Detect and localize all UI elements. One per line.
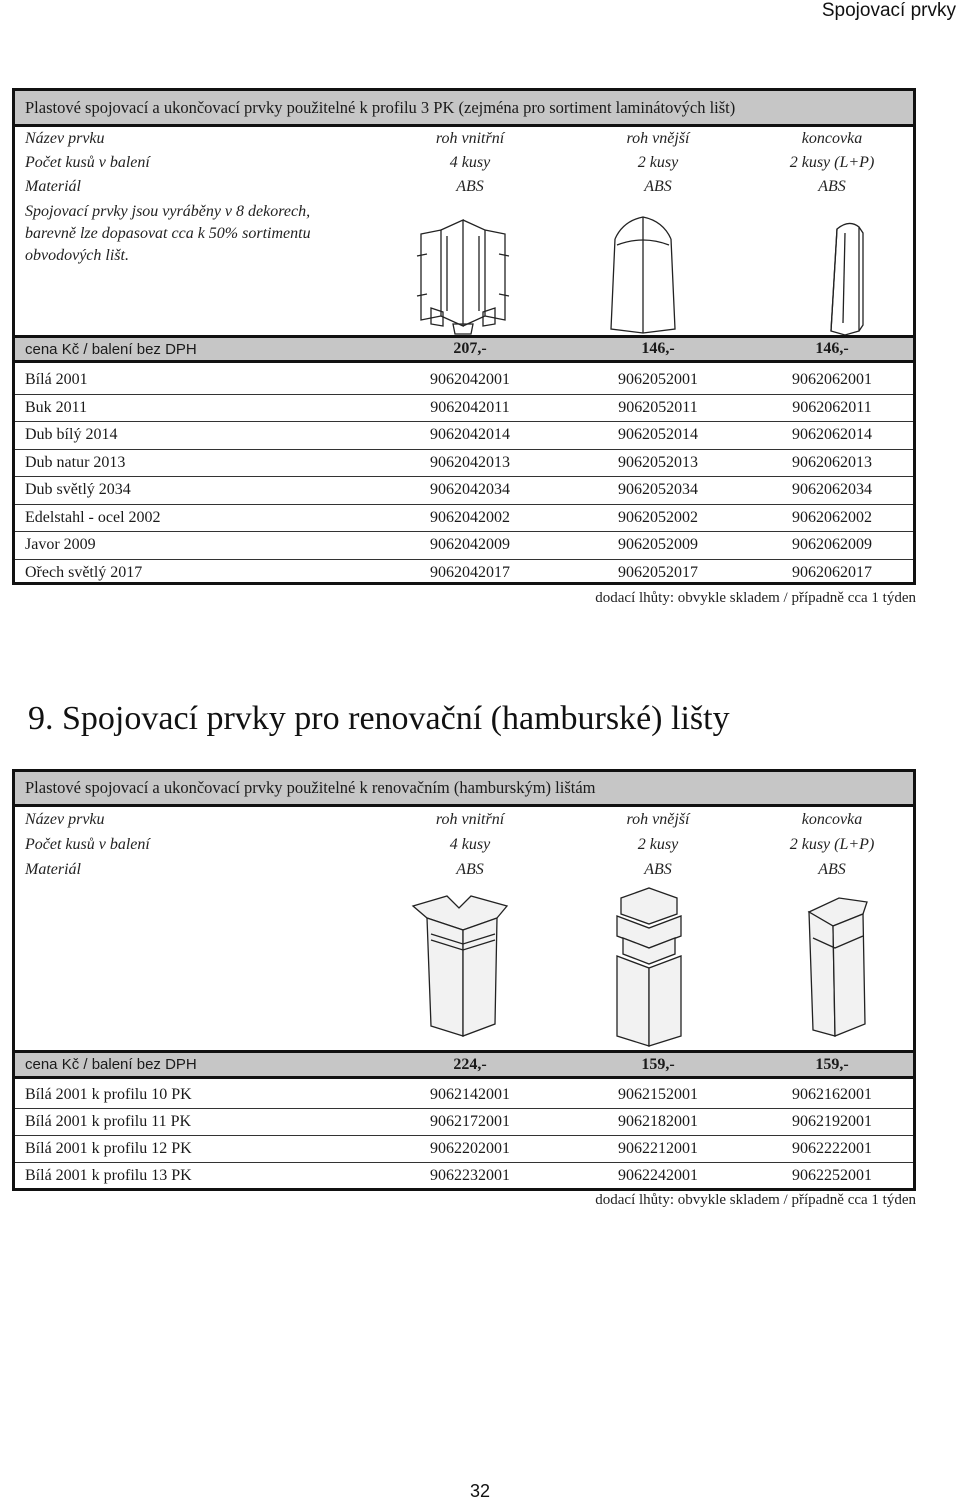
row-label: Bílá 2001 k profilu 10 PK — [25, 1085, 192, 1103]
table-row — [15, 1108, 913, 1135]
spec-value: ABS — [456, 178, 484, 195]
code-cell: 9062142001 — [430, 1085, 510, 1103]
code-cell: 9062052034 — [618, 481, 698, 499]
code-cell: 9062232001 — [430, 1167, 510, 1184]
price-value: 146,- — [815, 340, 849, 357]
spec-value: 2 kusy (L+P) — [789, 154, 875, 171]
spec-value: 4 kusy — [449, 154, 491, 171]
code-cell: 9062202001 — [430, 1140, 510, 1157]
table-row — [15, 1162, 913, 1189]
table-row — [15, 531, 913, 559]
description-line: barevně lze dopasovat cca k 50% sortimentu — [25, 225, 311, 242]
price-value: 224,- — [453, 1055, 487, 1073]
code-cell: 9062172001 — [430, 1113, 510, 1130]
code-cell: 9062042002 — [430, 508, 510, 526]
code-cell: 9062062013 — [792, 453, 872, 471]
spec-value: 2 kusy (L+P) — [789, 835, 875, 853]
price-row — [15, 335, 913, 363]
inner-corner-illustration — [413, 216, 513, 336]
spec-value: 2 kusy — [637, 154, 679, 171]
table-row — [15, 394, 913, 422]
table-row — [15, 504, 913, 532]
spec-value: roh vnitřní — [435, 810, 505, 828]
code-cell: 9062042011 — [430, 398, 510, 416]
spec-value: ABS — [644, 860, 672, 878]
spec-label: Počet kusů v balení — [25, 835, 150, 853]
spec-value: koncovka — [801, 130, 863, 147]
price-value: 159,- — [641, 1055, 675, 1073]
section1-table — [12, 88, 916, 585]
code-cell: 9062042014 — [430, 426, 510, 444]
row-label: Dub světlý 2034 — [25, 481, 131, 499]
price-value: 146,- — [641, 340, 675, 357]
spec-value: roh vnější — [626, 810, 690, 828]
inner-corner-illustration — [407, 890, 517, 1040]
code-cell: 9062042001 — [430, 370, 510, 388]
outer-corner-illustration — [603, 211, 683, 336]
spec-row-name — [15, 127, 913, 151]
code-cell: 9062052017 — [618, 563, 698, 581]
row-label: Ořech světlý 2017 — [25, 563, 143, 581]
delivery-note: dodací lhůty: obvykle skladem / případně cca 1 týden — [595, 1192, 916, 1208]
row-label: Edelstahl - ocel 2002 — [25, 508, 161, 526]
price-label: cena Kč / balení bez DPH — [25, 1056, 197, 1073]
code-cell: 9062182001 — [618, 1113, 698, 1130]
product-rows — [15, 1081, 913, 1189]
code-cell: 9062042017 — [430, 563, 510, 581]
end-cap-illustration — [815, 213, 875, 338]
spec-value: 4 kusy — [449, 835, 491, 853]
price-label: cena Kč / balení bez DPH — [25, 340, 197, 358]
table-row — [15, 1081, 913, 1108]
code-cell: 9062192001 — [792, 1113, 872, 1130]
price-row — [15, 1050, 913, 1079]
code-cell: 9062042013 — [430, 453, 510, 471]
row-label: Bílá 2001 k profilu 11 PK — [25, 1113, 192, 1130]
outer-corner-illustration — [599, 884, 699, 1049]
code-cell: 9062062017 — [792, 563, 872, 581]
table-row — [15, 421, 913, 449]
code-cell: 9062062034 — [792, 481, 872, 499]
spec-value: roh vnitřní — [435, 130, 505, 147]
section2-title: Plastové spojovací a ukončovací prvky použitelné k renovačním (hamburským) lištám — [15, 772, 913, 807]
code-cell: 9062062011 — [792, 398, 872, 416]
row-label: Dub natur 2013 — [25, 453, 126, 471]
table-row — [15, 476, 913, 504]
row-label: Javor 2009 — [25, 536, 96, 554]
delivery-note: dodací lhůty: obvykle skladem / případně cca 1 týden — [595, 590, 916, 606]
code-cell: 9062042009 — [430, 536, 510, 554]
row-label: Dub bílý 2014 — [25, 426, 118, 444]
description-line: Spojovací prvky jsou vyráběny v 8 dekorech, — [25, 203, 311, 220]
code-cell: 9062252001 — [792, 1167, 872, 1184]
row-label: Bílá 2001 — [25, 370, 88, 388]
spec-row-material — [15, 175, 913, 199]
table-row — [15, 449, 913, 477]
spec-row-count — [15, 832, 913, 857]
spec-label: Počet kusů v balení — [25, 154, 150, 171]
code-cell: 9062242001 — [618, 1167, 698, 1184]
table-row — [15, 366, 913, 394]
page-header-title: Spojovací prvky — [821, 0, 956, 21]
row-label: Bílá 2001 k profilu 12 PK — [25, 1140, 192, 1157]
spec-value: ABS — [456, 860, 484, 878]
code-cell: 9062152001 — [618, 1085, 698, 1103]
description — [15, 201, 311, 267]
table-row — [15, 1135, 913, 1162]
page-number: 32 — [470, 1481, 491, 1501]
spec-label: Materiál — [25, 178, 81, 195]
spec-value: roh vnější — [626, 130, 690, 147]
section1-title: Plastové spojovací a ukončovací prvky použitelné k profilu 3 PK (zejména pro sortiment laminátových lišt) — [15, 91, 913, 127]
code-cell: 9062052001 — [618, 370, 698, 388]
section2-heading: 9. Spojovací prvky pro renovační (hamburské) lišty — [28, 700, 730, 737]
code-cell: 9062042034 — [430, 481, 510, 499]
spec-value: ABS — [818, 178, 846, 195]
spec-value: ABS — [818, 860, 846, 878]
end-cap-illustration — [799, 890, 879, 1040]
price-value: 207,- — [453, 340, 487, 357]
spec-value: ABS — [644, 178, 672, 195]
row-label: Buk 2011 — [25, 398, 88, 416]
spec-label: Název prvku — [25, 130, 105, 147]
spec-label: Název prvku — [25, 810, 105, 828]
spec-label: Materiál — [25, 860, 81, 878]
price-value: 159,- — [815, 1055, 849, 1073]
section2-table — [12, 769, 916, 1191]
code-cell: 9062052002 — [618, 508, 698, 526]
spec-row-name — [15, 807, 913, 832]
spec-row-material — [15, 857, 913, 882]
code-cell: 9062062014 — [792, 426, 872, 444]
spec-value: koncovka — [801, 810, 863, 828]
code-cell: 9062212001 — [618, 1140, 698, 1157]
code-cell: 9062062001 — [792, 370, 872, 388]
code-cell: 9062052014 — [618, 426, 698, 444]
code-cell: 9062062009 — [792, 536, 872, 554]
code-cell: 9062052013 — [618, 453, 698, 471]
row-label: Bílá 2001 k profilu 13 PK — [25, 1167, 192, 1184]
code-cell: 9062052011 — [618, 398, 698, 416]
spec-row-count — [15, 151, 913, 175]
code-cell: 9062162001 — [792, 1085, 872, 1103]
spec-value: 2 kusy — [637, 835, 679, 853]
code-cell: 9062222001 — [792, 1140, 872, 1157]
product-rows — [15, 366, 913, 586]
code-cell: 9062052009 — [618, 536, 698, 554]
description-line: obvodových lišt. — [25, 247, 129, 264]
code-cell: 9062062002 — [792, 508, 872, 526]
table-row — [15, 559, 913, 587]
